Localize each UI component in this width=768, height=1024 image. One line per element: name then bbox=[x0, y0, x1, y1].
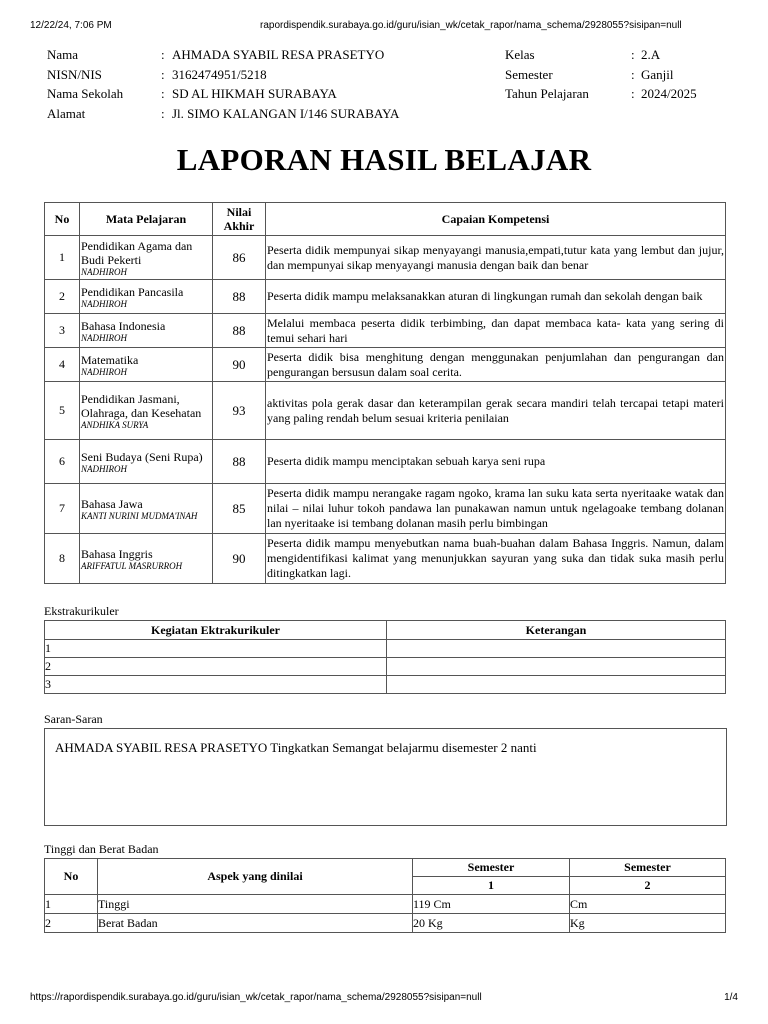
teacher-name: NADHIROH bbox=[81, 266, 127, 277]
saran-text: AHMADA SYABIL RESA PRASETYO Tingkatkan Semangat belajarmu disemester 2 nanti bbox=[55, 740, 537, 755]
ekstra-row bbox=[45, 676, 726, 694]
subject-cell bbox=[80, 280, 213, 314]
colon: : bbox=[161, 105, 165, 121]
header-semester: Semester bbox=[570, 859, 726, 877]
teacher-name: NADHIROH bbox=[81, 463, 127, 474]
ekstra-no: 1 bbox=[45, 640, 387, 658]
colon: : bbox=[161, 47, 165, 62]
print-url: rapordispendik.surabaya.go.id/guru/isian_wk/cetak_rapor/nama_schema/2928055?sisipan=null bbox=[260, 20, 682, 31]
info-row bbox=[47, 106, 727, 126]
subject-name: Pendidikan Jasmani, Olahraga, dan Kesehatan bbox=[81, 391, 202, 420]
ekstra-keterangan bbox=[387, 640, 726, 658]
subject-cell bbox=[80, 534, 213, 584]
ekstra-no: 3 bbox=[45, 676, 387, 694]
grade-row bbox=[45, 484, 726, 534]
subject-cell bbox=[80, 382, 213, 440]
ekstra-label: Ekstrakurikuler bbox=[44, 604, 119, 618]
score: 88 bbox=[213, 280, 266, 314]
saran-label: Saran-Saran bbox=[44, 712, 103, 726]
tinggi-no: 2 bbox=[45, 914, 98, 933]
tinggi-s2: Kg bbox=[570, 914, 726, 933]
tinggi-table bbox=[44, 858, 726, 933]
kelas-value: 2.A bbox=[641, 47, 661, 62]
info-row bbox=[47, 86, 727, 106]
print-footer bbox=[0, 992, 768, 1012]
alamat-value: Jl. SIMO KALANGAN I/146 SURABAYA bbox=[172, 105, 400, 121]
row-no: 5 bbox=[45, 382, 80, 440]
semester-value: Ganjil bbox=[641, 66, 674, 82]
grades-header-row bbox=[45, 203, 726, 236]
tinggi-s2: Cm bbox=[570, 895, 726, 914]
row-no: 7 bbox=[45, 484, 80, 534]
header-nilai: Nilai Akhir bbox=[213, 203, 266, 236]
subject-cell bbox=[80, 348, 213, 382]
teacher-name: NADHIROH bbox=[81, 366, 127, 377]
subject-cell bbox=[80, 236, 213, 280]
page-number: 1/4 bbox=[724, 992, 738, 1003]
grade-row bbox=[45, 236, 726, 280]
header-no: No bbox=[45, 859, 98, 895]
subject-name: Pendidikan Pancasila bbox=[81, 284, 184, 299]
tinggi-row bbox=[45, 895, 726, 914]
colon: : bbox=[161, 86, 165, 101]
tinggi-label: Tinggi dan Berat Badan bbox=[44, 842, 159, 856]
subject-cell bbox=[80, 440, 213, 484]
header-aspek: Aspek yang dinilai bbox=[98, 859, 413, 895]
score: 85 bbox=[213, 484, 266, 534]
report-title: LAPORAN HASIL BELAJAR bbox=[176, 142, 592, 177]
header-mapel: Mata Pelajaran bbox=[80, 203, 213, 236]
capaian-text: Peserta didik mampu menciptakan sebuah karya seni rupa bbox=[266, 440, 726, 484]
colon: : bbox=[631, 47, 635, 62]
nama-label: Nama bbox=[47, 47, 79, 62]
colon: : bbox=[631, 66, 635, 82]
grade-row bbox=[45, 440, 726, 484]
sekolah-label: Nama Sekolah bbox=[47, 86, 124, 101]
print-timestamp: 12/22/24, 7:06 PM bbox=[30, 20, 112, 31]
ekstra-table bbox=[44, 620, 726, 694]
tahun-value: 2024/2025 bbox=[641, 86, 697, 101]
tinggi-s1: 119 Cm bbox=[413, 895, 570, 914]
saran-box bbox=[44, 728, 727, 826]
score: 90 bbox=[213, 534, 266, 584]
capaian-text: Peserta didik mampu nerangake ragam ngoko, krama lan suku kata serta nyeritaake watak dan nilai – nilai luhur tokoh pandawa lan punakawan namun untuk ngelagoake tembang dolanan lan nyeritaake isi tembang dolanan masih perlu bimbingan bbox=[266, 484, 726, 534]
subject-name: Bahasa Indonesia bbox=[81, 318, 166, 333]
ekstra-no: 2 bbox=[45, 658, 387, 676]
ekstra-header-row bbox=[45, 621, 726, 640]
student-name: AHMADA SYABIL RESA PRASETYO bbox=[172, 47, 385, 62]
header-capaian: Capaian Kompetensi bbox=[266, 203, 726, 236]
subject-name: Bahasa Inggris bbox=[81, 546, 153, 561]
row-no: 8 bbox=[45, 534, 80, 584]
ekstra-keterangan bbox=[387, 658, 726, 676]
score: 86 bbox=[213, 236, 266, 280]
score: 93 bbox=[213, 382, 266, 440]
grade-row bbox=[45, 382, 726, 440]
subject-cell bbox=[80, 314, 213, 348]
header-semester: Semester bbox=[413, 859, 570, 877]
ekstra-row bbox=[45, 658, 726, 676]
row-no: 1 bbox=[45, 236, 80, 280]
footer-url: https://rapordispendik.surabaya.go.id/guru/isian_wk/cetak_rapor/nama_schema/2928055?sisipan=null bbox=[30, 992, 482, 1003]
teacher-name: NADHIROH bbox=[81, 332, 127, 343]
score: 90 bbox=[213, 348, 266, 382]
colon: : bbox=[631, 86, 635, 101]
grade-row bbox=[45, 280, 726, 314]
header-sem2: 2 bbox=[570, 877, 726, 895]
teacher-name: KANTI NURINI MUDMA'INAH bbox=[81, 510, 198, 521]
score: 88 bbox=[213, 314, 266, 348]
capaian-text: Melalui membaca peserta didik terbimbing, dan dapat membaca kata- kata yang sering di temui sehari hari bbox=[266, 314, 726, 348]
student-info bbox=[47, 47, 727, 125]
nisn-value: 3162474951/5218 bbox=[172, 66, 267, 82]
info-row bbox=[47, 67, 727, 87]
info-row bbox=[47, 47, 727, 67]
kelas-label: Kelas bbox=[505, 47, 535, 62]
subject-name: Seni Budaya (Seni Rupa) bbox=[81, 449, 203, 464]
row-no: 6 bbox=[45, 440, 80, 484]
grade-row bbox=[45, 534, 726, 584]
subject-name: Bahasa Jawa bbox=[81, 496, 143, 511]
subject-name: Matematika bbox=[81, 352, 139, 367]
nisn-label: NISN/NIS bbox=[47, 66, 102, 82]
ekstra-keterangan bbox=[387, 676, 726, 694]
tinggi-no: 1 bbox=[45, 895, 98, 914]
capaian-text: aktivitas pola gerak dasar dan keterampilan gerak secara mandiri telah tercapai tetapi materi yang paling rendah belum sesuai kriteria penilaian bbox=[266, 382, 726, 440]
sekolah-value: SD AL HIKMAH SURABAYA bbox=[172, 86, 337, 101]
header-keterangan: Keterangan bbox=[387, 621, 726, 640]
grade-row bbox=[45, 348, 726, 382]
semester-label: Semester bbox=[505, 66, 553, 82]
subject-name: Pendidikan Agama dan Budi Pekerti bbox=[81, 238, 193, 267]
grades-table bbox=[44, 202, 726, 584]
tinggi-s1: 20 Kg bbox=[413, 914, 570, 933]
header-sem1: 1 bbox=[413, 877, 570, 895]
tinggi-header-row bbox=[45, 859, 726, 877]
tinggi-aspek: Berat Badan bbox=[98, 914, 413, 933]
subject-cell bbox=[80, 484, 213, 534]
score: 88 bbox=[213, 440, 266, 484]
capaian-text: Peserta didik bisa menghitung dengan menggunakan penjumlahan dan pengurangan dan pengurangan bersusun dalam soal cerita. bbox=[266, 348, 726, 382]
teacher-name: NADHIROH bbox=[81, 298, 127, 309]
alamat-label: Alamat bbox=[47, 105, 86, 121]
tinggi-aspek: Tinggi bbox=[98, 895, 413, 914]
header-kegiatan: Kegiatan Ektrakurikuler bbox=[45, 621, 387, 640]
grade-row bbox=[45, 314, 726, 348]
capaian-text: Peserta didik mempunyai sikap menyayangi manusia,empati,tutur kata yang lembut dan jujur, dan mempunyai sikap menyayangi manusia dengan baik dan benar bbox=[266, 236, 726, 280]
teacher-name: ANDHIKA SURYA bbox=[81, 419, 149, 430]
capaian-text: Peserta didik mampu menyebutkan nama buah-buahan dalam Bahasa Inggris. Namun, dalam mengidentifikasi kalimat yang menunjukkan sayuran yang suka dan tidak suka masih perlu ditingkatkan lagi. bbox=[266, 534, 726, 584]
colon: : bbox=[161, 66, 165, 82]
teacher-name: ARIFFATUL MASRURROH bbox=[81, 560, 183, 571]
row-no: 4 bbox=[45, 348, 80, 382]
ekstra-row bbox=[45, 640, 726, 658]
tinggi-row bbox=[45, 914, 726, 933]
row-no: 3 bbox=[45, 314, 80, 348]
tahun-label: Tahun Pelajaran bbox=[505, 86, 589, 101]
print-header bbox=[0, 0, 768, 31]
capaian-text: Peserta didik mampu melaksanakkan aturan di lingkungan rumah dan sekolah dengan baik bbox=[266, 280, 726, 314]
row-no: 2 bbox=[45, 280, 80, 314]
header-no: No bbox=[45, 203, 80, 236]
